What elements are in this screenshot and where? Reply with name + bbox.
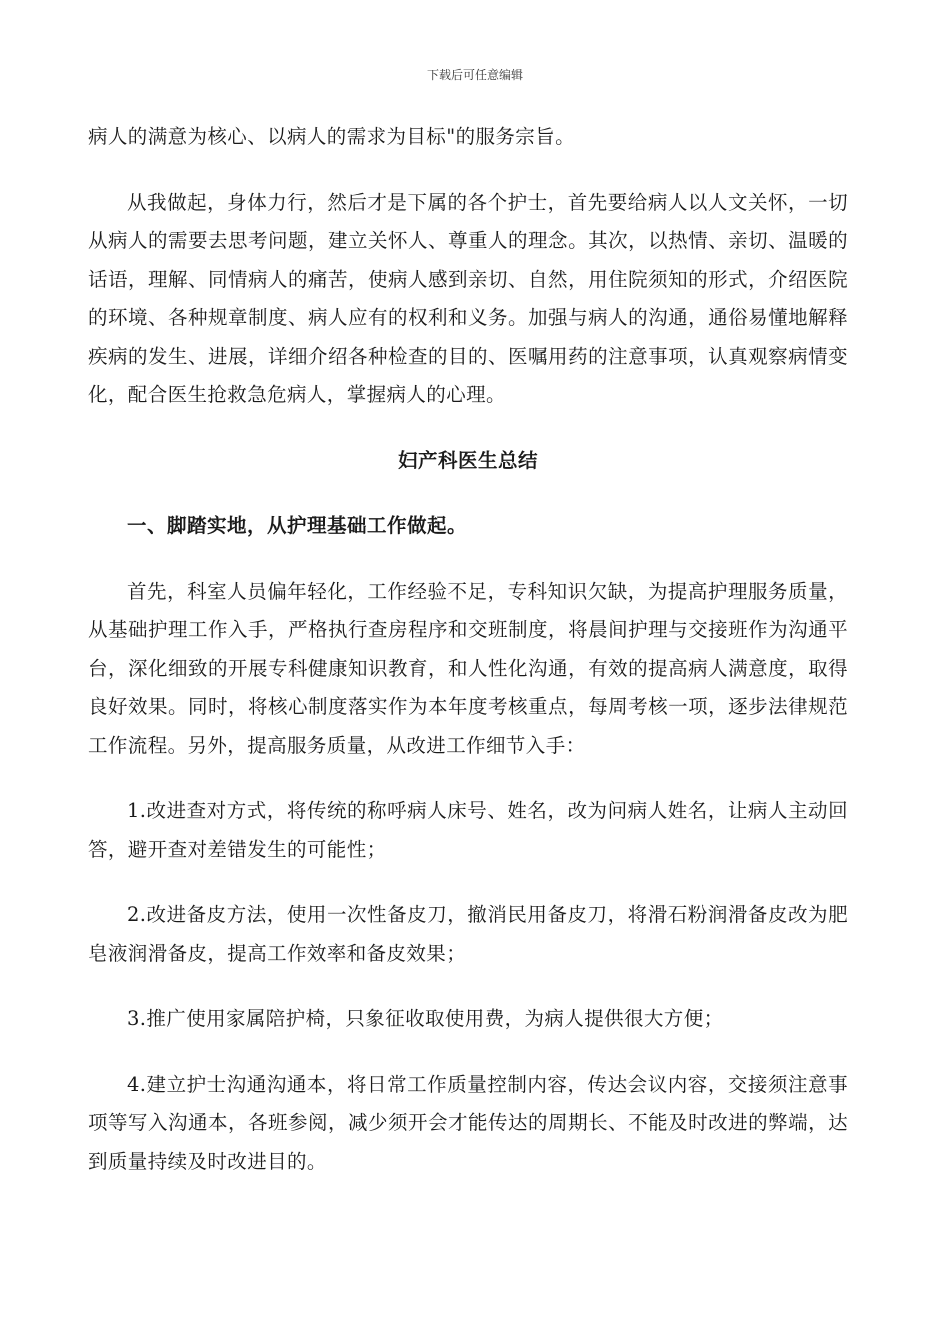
document-title: 妇产科医生总结 (397, 448, 538, 472)
page-header-note: 下载后可任意编辑 (426, 68, 523, 82)
list-item-3: 3.推广使用家属陪护椅，只象征收取使用费，为病人提供很大方便； (127, 1007, 724, 1030)
paragraph-basic-nursing: 首先，科室人员偏年轻化，工作经验不足，专科知识欠缺，为提高护理服务质量，从基础护理工作入手，严格执行查房程序和交班制度，将晨间护理与交接班作为沟通平台，深化细致的开展专科健康知识教育，和人性化沟通，有效的提高病人满意度，取得良好效果。同时，将核心制度落实作为本年度考核重点，每周考核一项，逐步法律规范工作流程。另外，提高服务质量，从改进工作细节入手： (88, 579, 848, 757)
list-item-1: 1.改进查对方式，将传统的称呼病人床号、姓名，改为问病人姓名，让病人主动回答，避开查对差错发生的可能性； (88, 799, 848, 861)
document-body (88, 118, 848, 1181)
paragraph-continued: 病人的满意为核心、以病人的需求为目标"的服务宗旨。 (88, 125, 575, 148)
paragraph-personal-example: 从我做起，身体力行，然后才是下属的各个护士，首先要给病人以人文关怀，一切从病人的需要去思考问题，建立关怀人、尊重人的理念。其次，以热情、亲切、温暖的话语，理解、同情病人的痛苦，使病人感到亲切、自然，用住院须知的形式，介绍医院的环境、各种规章制度、病人应有的权利和义务。加强与病人的沟通，通俗易懂地解释疾病的发生、进展，详细介绍各种检查的目的、医嘱用药的注意事项，认真观察病情变化，配合医生抢救急危病人，掌握病人的心理。 (88, 190, 848, 406)
list-item-4: 4.建立护士沟通沟通本，将日常工作质量控制内容，传达会议内容，交接须注意事项等写入沟通本，各班参阅，减少须开会才能传达的周期长、不能及时改进的弊端，达到质量持续及时改进目的。 (88, 1072, 848, 1173)
section-heading-1: 一、脚踏实地，从护理基础工作做起。 (127, 514, 468, 537)
list-item-2: 2.改进备皮方法，使用一次性备皮刀，撤消民用备皮刀，将滑石粉润滑备皮改为肥皂液润滑备皮，提高工作效率和备皮效果； (88, 903, 848, 965)
